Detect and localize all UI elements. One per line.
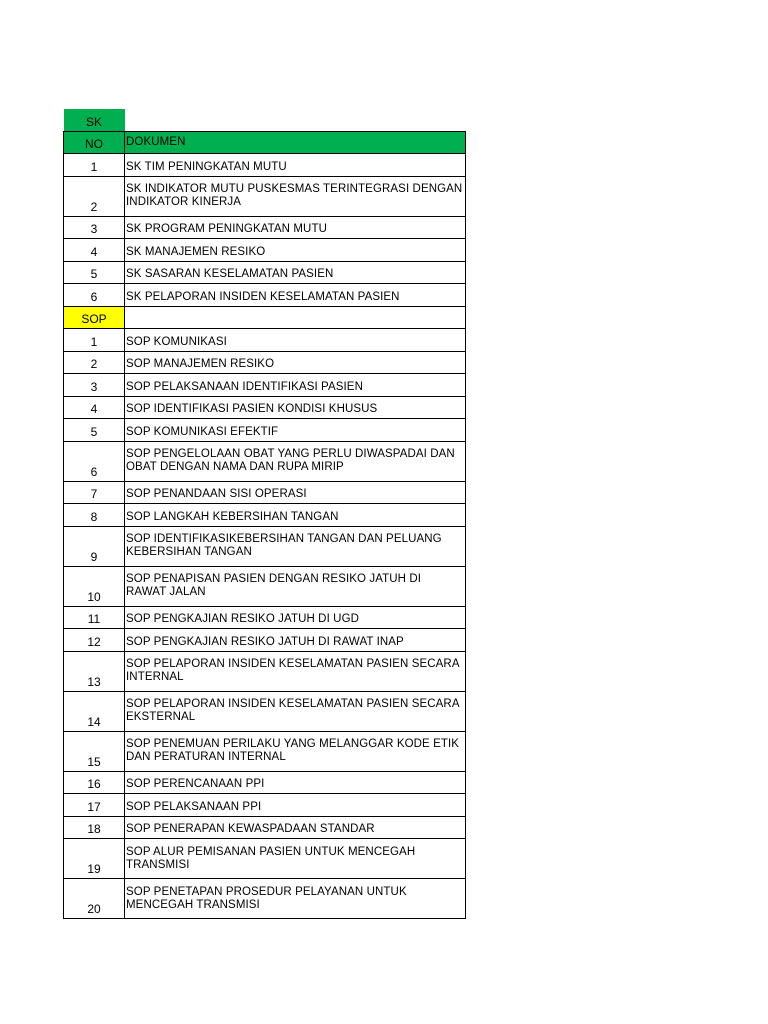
document-name[interactable]: SOP PERENCANAAN PPI	[125, 771, 466, 794]
row-number[interactable]: 20	[64, 879, 125, 919]
document-name[interactable]: SOP LANGKAH KEBERSIHAN TANGAN	[125, 504, 466, 527]
table-row	[64, 606, 466, 629]
table-row	[64, 839, 466, 879]
table-row	[64, 816, 466, 839]
document-name[interactable]: SOP PELAPORAN INSIDEN KESELAMATAN PASIEN SECARA INTERNAL	[125, 651, 466, 691]
document-name[interactable]: SOP KOMUNIKASI	[125, 329, 466, 352]
row-number[interactable]: 4	[64, 239, 125, 262]
document-name[interactable]: SOP IDENTIFIKASIKEBERSIHAN TANGAN DAN PELUANG KEBERSIHAN TANGAN	[125, 526, 466, 566]
table-row	[64, 176, 466, 216]
document-name[interactable]: SK INDIKATOR MUTU PUSKESMAS TERINTEGRASI DENGAN INDIKATOR KINERJA	[125, 176, 466, 216]
empty-cell[interactable]	[125, 306, 466, 329]
document-name[interactable]: SOP PENAPISAN PASIEN DENGAN RESIKO JATUH DI RAWAT JALAN	[125, 566, 466, 606]
row-number[interactable]: 6	[64, 441, 125, 481]
document-name[interactable]: SOP PENGKAJIAN RESIKO JATUH DI UGD	[125, 606, 466, 629]
row-number[interactable]: 15	[64, 731, 125, 771]
row-number[interactable]: 4	[64, 396, 125, 419]
column-header-no[interactable]: NO	[64, 131, 125, 154]
document-name[interactable]: SOP PELAKSANAAN PPI	[125, 794, 466, 817]
document-name[interactable]: SOP KOMUNIKASI EFEKTIF	[125, 419, 466, 442]
row-number[interactable]: 8	[64, 504, 125, 527]
row-number[interactable]: 2	[64, 176, 125, 216]
row-number[interactable]: 10	[64, 566, 125, 606]
row-number[interactable]: 9	[64, 526, 125, 566]
spreadsheet-sheet	[63, 109, 465, 919]
section-row-sk	[64, 109, 466, 131]
table-row	[64, 284, 466, 307]
row-number[interactable]: 3	[64, 216, 125, 239]
row-number[interactable]: 14	[64, 691, 125, 731]
row-number[interactable]: 6	[64, 284, 125, 307]
document-name[interactable]: SOP IDENTIFIKASI PASIEN KONDISI KHUSUS	[125, 396, 466, 419]
document-name[interactable]: SOP PENGKAJIAN RESIKO JATUH DI RAWAT INAP	[125, 629, 466, 652]
row-number[interactable]: 1	[64, 154, 125, 177]
row-number[interactable]: 2	[64, 351, 125, 374]
document-name[interactable]: SK TIM PENINGKATAN MUTU	[125, 154, 466, 177]
document-table	[63, 109, 466, 919]
table-row	[64, 504, 466, 527]
table-row	[64, 396, 466, 419]
table-row	[64, 771, 466, 794]
section-label-sop[interactable]: SOP	[64, 306, 125, 329]
table-row	[64, 691, 466, 731]
document-name[interactable]: SOP ALUR PEMISANAN PASIEN UNTUK MENCEGAH TRANSMISI	[125, 839, 466, 879]
document-name[interactable]: SOP MANAJEMEN RESIKO	[125, 351, 466, 374]
table-header-row	[64, 131, 466, 154]
row-number[interactable]: 13	[64, 651, 125, 691]
row-number[interactable]: 1	[64, 329, 125, 352]
document-name[interactable]: SK PROGRAM PENINGKATAN MUTU	[125, 216, 466, 239]
row-number[interactable]: 11	[64, 606, 125, 629]
document-name[interactable]: SK SASARAN KESELAMATAN PASIEN	[125, 261, 466, 284]
table-row	[64, 374, 466, 397]
table-row	[64, 731, 466, 771]
table-row	[64, 794, 466, 817]
document-name[interactable]: SK MANAJEMEN RESIKO	[125, 239, 466, 262]
row-number[interactable]: 5	[64, 261, 125, 284]
empty-cell[interactable]	[125, 109, 466, 131]
table-row	[64, 216, 466, 239]
document-name[interactable]: SOP PENGELOLAAN OBAT YANG PERLU DIWASPADAI DAN OBAT DENGAN NAMA DAN RUPA MIRIP	[125, 441, 466, 481]
document-name[interactable]: SOP PENERAPAN KEWASPADAAN STANDAR	[125, 816, 466, 839]
table-row	[64, 441, 466, 481]
table-row	[64, 261, 466, 284]
table-row	[64, 651, 466, 691]
table-row	[64, 329, 466, 352]
section-row-sop	[64, 306, 466, 329]
row-number[interactable]: 7	[64, 481, 125, 504]
document-name[interactable]: SOP PENEMUAN PERILAKU YANG MELANGGAR KODE ETIK DAN PERATURAN INTERNAL	[125, 731, 466, 771]
table-row	[64, 566, 466, 606]
table-row	[64, 419, 466, 442]
row-number[interactable]: 17	[64, 794, 125, 817]
table-row	[64, 629, 466, 652]
row-number[interactable]: 3	[64, 374, 125, 397]
table-row	[64, 481, 466, 504]
row-number[interactable]: 12	[64, 629, 125, 652]
document-name[interactable]: SOP PELAKSANAAN IDENTIFIKASI PASIEN	[125, 374, 466, 397]
table-row	[64, 154, 466, 177]
document-name[interactable]: SK PELAPORAN INSIDEN KESELAMATAN PASIEN	[125, 284, 466, 307]
table-row	[64, 351, 466, 374]
row-number[interactable]: 5	[64, 419, 125, 442]
table-row	[64, 239, 466, 262]
row-number[interactable]: 18	[64, 816, 125, 839]
column-header-dokumen[interactable]: DOKUMEN	[125, 131, 466, 154]
row-number[interactable]: 19	[64, 839, 125, 879]
row-number[interactable]: 16	[64, 771, 125, 794]
document-name[interactable]: SOP PENETAPAN PROSEDUR PELAYANAN UNTUK MENCEGAH TRANSMISI	[125, 879, 466, 919]
table-row	[64, 879, 466, 919]
document-name[interactable]: SOP PENANDAAN SISI OPERASI	[125, 481, 466, 504]
document-name[interactable]: SOP PELAPORAN INSIDEN KESELAMATAN PASIEN SECARA EKSTERNAL	[125, 691, 466, 731]
section-label-sk[interactable]: SK	[64, 109, 125, 131]
table-row	[64, 526, 466, 566]
